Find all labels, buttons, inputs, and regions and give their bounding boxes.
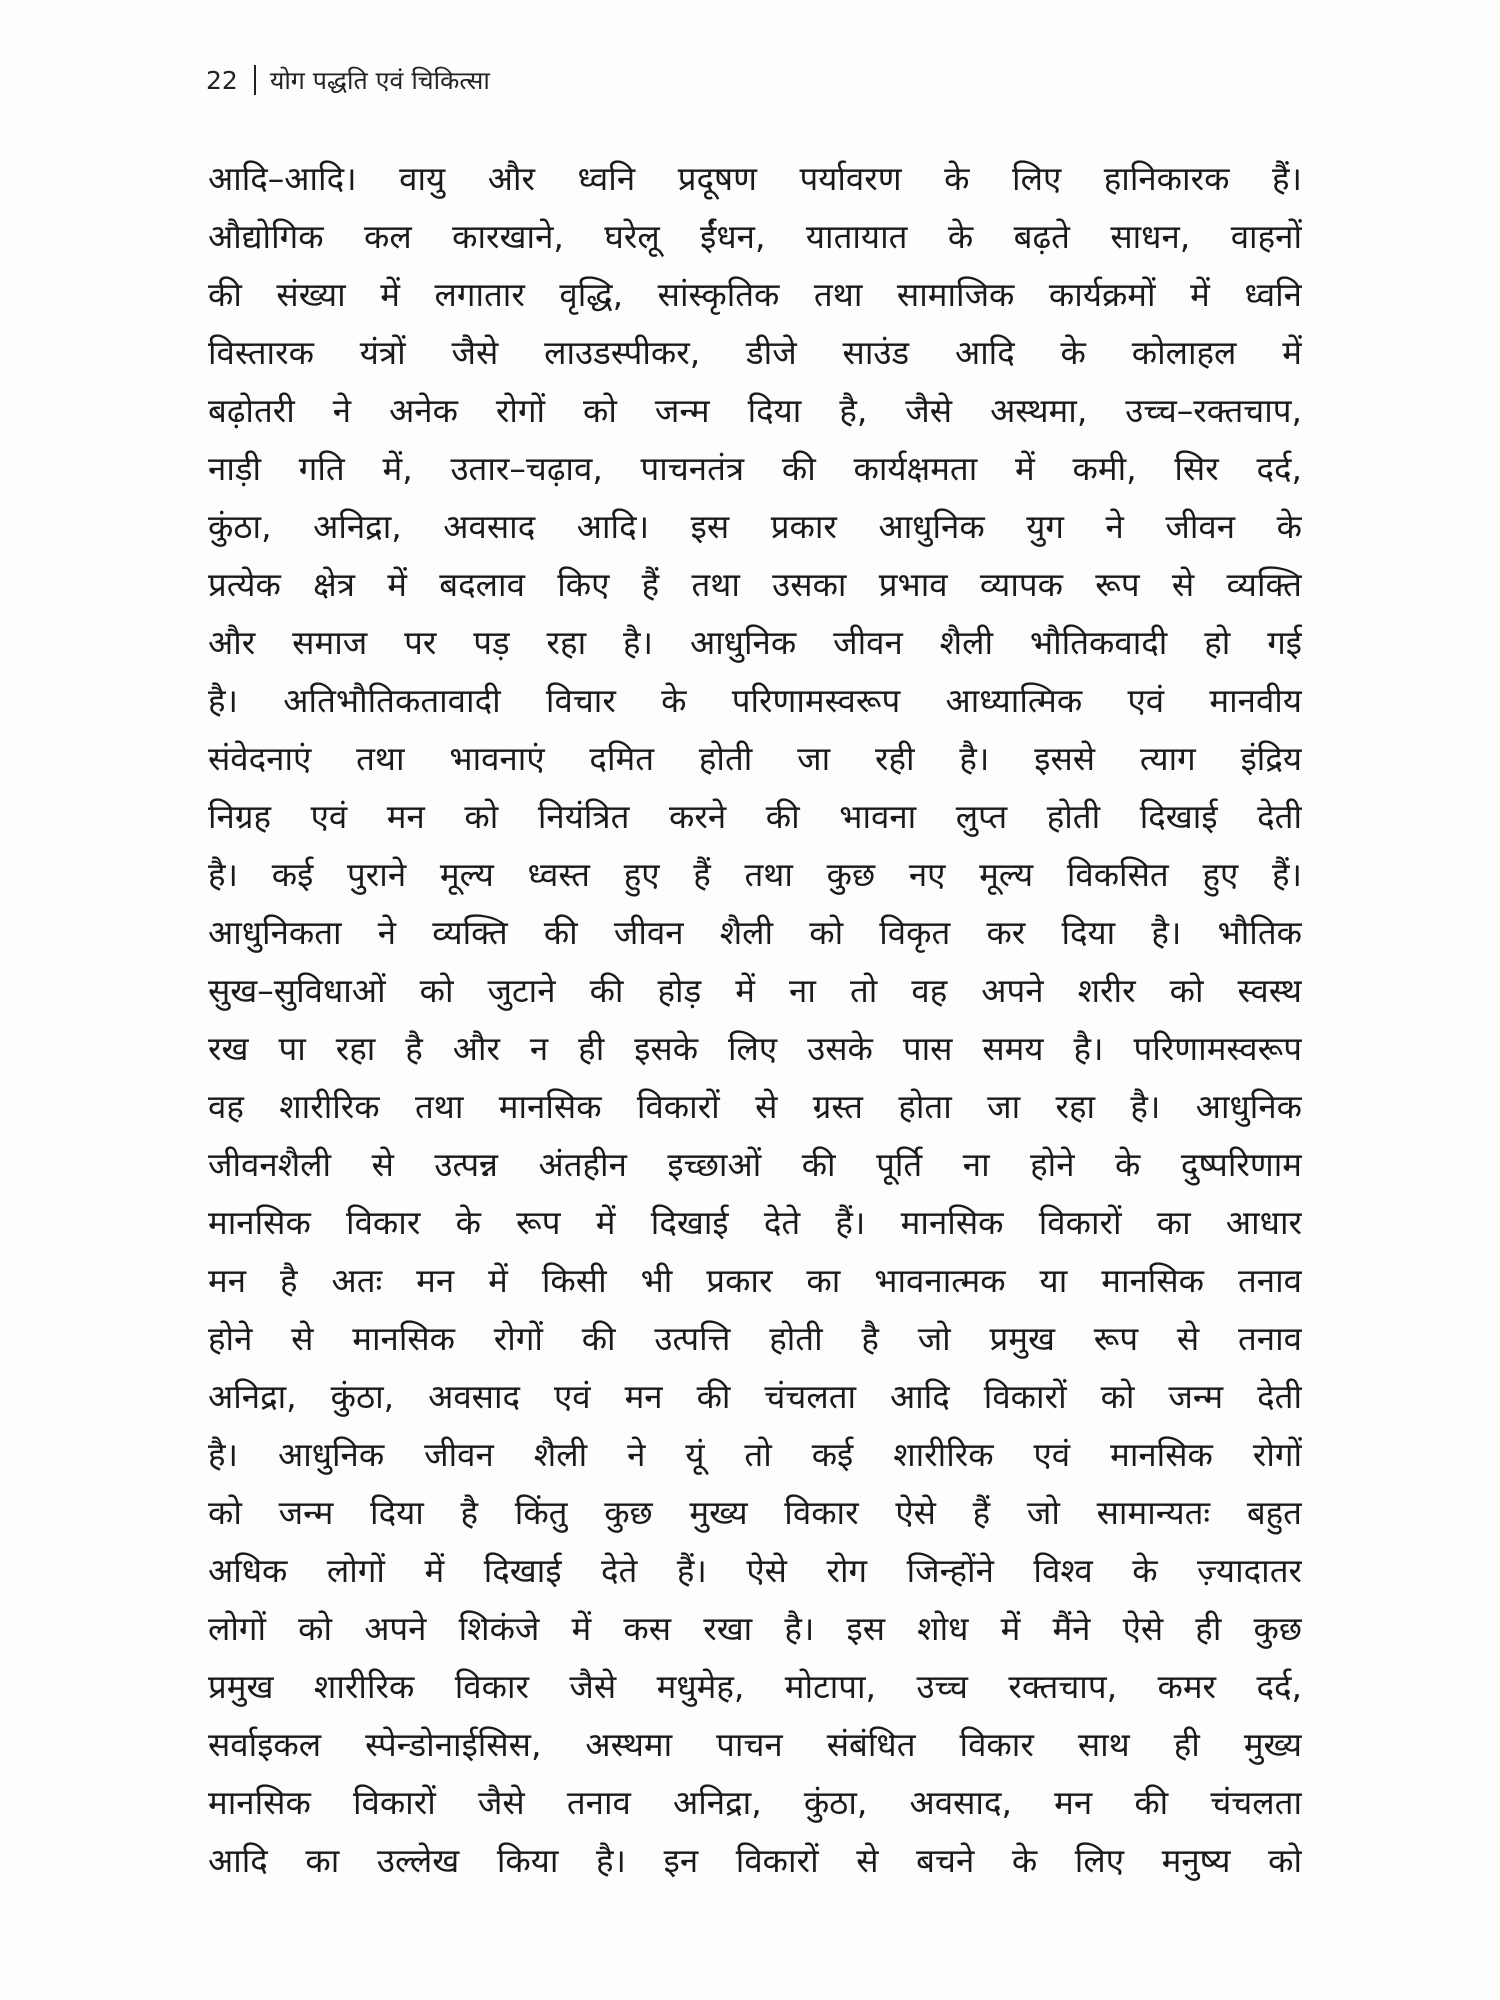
- text-line: बढ़ोतरी ने अनेक रोगों को जन्म दिया है, जैसे अस्थमा, उच्च–रक्तचाप,: [208, 391, 1302, 430]
- text-line: वह शारीरिक तथा मानसिक विकारों से ग्रस्त होता जा रहा है। आधुनिक: [208, 1087, 1302, 1126]
- text-line: प्रत्येक क्षेत्र में बदलाव किए हैं तथा उसका प्रभाव व्यापक रूप से व्यक्ति: [208, 565, 1302, 604]
- text-line: आदि का उल्लेख किया है। इन विकारों से बचने के लिए मनुष्य को: [208, 1841, 1302, 1880]
- text-line: को जन्म दिया है किंतु कुछ मुख्य विकार ऐसे हैं जो सामान्यतः बहुत: [208, 1493, 1302, 1532]
- text-line: औद्योगिक कल कारखाने, घरेलू ईंधन, यातायात के बढ़ते साधन, वाहनों: [208, 217, 1302, 256]
- text-line: सुख–सुविधाओं को जुटाने की होड़ में ना तो वह अपने शरीर को स्वस्थ: [208, 971, 1302, 1010]
- text-line: कुंठा, अनिद्रा, अवसाद आदि। इस प्रकार आधुनिक युग ने जीवन के: [208, 507, 1302, 546]
- text-line: और समाज पर पड़ रहा है। आधुनिक जीवन शैली भौतिकवादी हो गई: [208, 623, 1302, 662]
- page-number: 22: [206, 65, 238, 95]
- text-line: अधिक लोगों में दिखाई देते हैं। ऐसे रोग जिन्होंने विश्व के ज़्यादातर: [208, 1551, 1302, 1590]
- body-text: [208, 150, 1302, 1890]
- text-line: आधुनिकता ने व्यक्ति की जीवन शैली को विकृत कर दिया है। भौतिक: [208, 913, 1302, 952]
- text-line: नाड़ी गति में, उतार–चढ़ाव, पाचनतंत्र की कार्यक्षमता में कमी, सिर दर्द,: [208, 449, 1302, 488]
- text-line: है। अतिभौतिकतावादी विचार के परिणामस्वरूप आध्यात्मिक एवं मानवीय: [208, 681, 1302, 720]
- text-line: है। आधुनिक जीवन शैली ने यूं तो कई शारीरिक एवं मानसिक रोगों: [208, 1435, 1302, 1474]
- text-line: प्रमुख शारीरिक विकार जैसे मधुमेह, मोटापा, उच्च रक्तचाप, कमर दर्द,: [208, 1667, 1302, 1706]
- text-line: होने से मानसिक रोगों की उत्पत्ति होती है जो प्रमुख रूप से तनाव: [208, 1319, 1302, 1358]
- text-line: मानसिक विकारों जैसे तनाव अनिद्रा, कुंठा, अवसाद, मन की चंचलता: [208, 1783, 1302, 1822]
- running-title: योग पद्धति एवं चिकित्सा: [269, 66, 490, 95]
- text-line: जीवनशैली से उत्पन्न अंतहीन इच्छाओं की पूर्ति ना होने के दुष्परिणाम: [208, 1145, 1302, 1184]
- text-line: की संख्या में लगातार वृद्धि, सांस्कृतिक तथा सामाजिक कार्यक्रमों में ध्वनि: [208, 275, 1302, 314]
- text-line: सर्वाइकल स्पेन्डोनाईसिस, अस्थमा पाचन संबंधित विकार साथ ही मुख्य: [208, 1725, 1302, 1764]
- page-header: [206, 60, 490, 100]
- text-line: निग्रह एवं मन को नियंत्रित करने की भावना लुप्त होती दिखाई देती: [208, 797, 1302, 836]
- text-line: आदि–आदि। वायु और ध्वनि प्रदूषण पर्यावरण के लिए हानिकारक हैं।: [208, 159, 1302, 198]
- text-line: मन है अतः मन में किसी भी प्रकार का भावनात्मक या मानसिक तनाव: [208, 1261, 1302, 1300]
- text-line: अनिद्रा, कुंठा, अवसाद एवं मन की चंचलता आदि विकारों को जन्म देती: [208, 1377, 1302, 1416]
- text-line: मानसिक विकार के रूप में दिखाई देते हैं। मानसिक विकारों का आधार: [208, 1203, 1302, 1242]
- text-line: है। कई पुराने मूल्य ध्वस्त हुए हैं तथा कुछ नए मूल्य विकसित हुए हैं।: [208, 855, 1302, 894]
- text-line: लोगों को अपने शिकंजे में कस रखा है। इस शोध में मैंने ऐसे ही कुछ: [208, 1609, 1302, 1648]
- text-line: संवेदनाएं तथा भावनाएं दमित होती जा रही है। इससे त्याग इंद्रिय: [208, 739, 1302, 778]
- header-divider: [254, 65, 256, 95]
- text-line: विस्तारक यंत्रों जैसे लाउडस्पीकर, डीजे साउंड आदि के कोलाहल में: [208, 333, 1302, 372]
- text-line: रख पा रहा है और न ही इसके लिए उसके पास समय है। परिणामस्वरूप: [208, 1029, 1302, 1068]
